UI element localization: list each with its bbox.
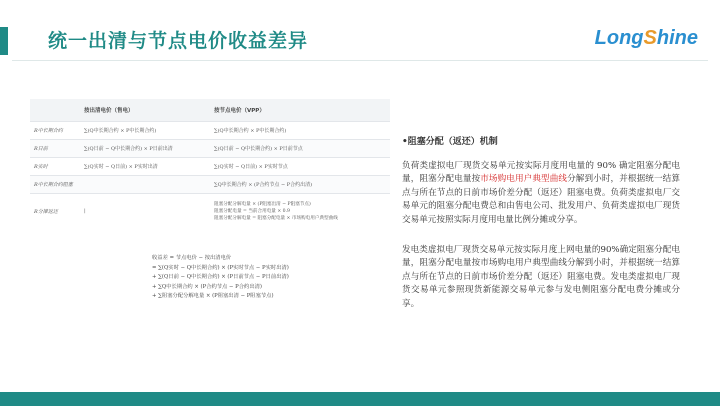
table-cell: ∑(Q中长期合约 × P中长期合约) bbox=[80, 122, 210, 140]
formula-line: + ∑Q中长期合约 × (P合约节点 − P合约出清) bbox=[152, 283, 262, 290]
paragraph-text: 负荷类虚拟电厂现货交易单元按实际月度用电量的 90% 确定阻塞分配电量，阻塞分配电量按 bbox=[402, 160, 680, 185]
formula-line: 收益差 = 节点电价 − 按出清电价 bbox=[152, 255, 232, 261]
table-header-cell bbox=[30, 99, 80, 122]
longshine-logo bbox=[595, 27, 698, 50]
table-header-cell: 按节点电价（VPP） bbox=[210, 99, 390, 122]
table-cell: ∑(Q中长期合约 × P中长期合约) bbox=[210, 122, 390, 140]
section-heading: •阻塞分配（返还）机制 bbox=[402, 137, 498, 147]
row-label: R分摊返还 bbox=[30, 194, 80, 229]
formula-line: + ∑阻塞分配分解电量 × (P阻塞出清 − P阻塞节点) bbox=[152, 293, 274, 300]
row-label: R日前 bbox=[30, 140, 80, 158]
row-label: R中长期合约 bbox=[30, 122, 80, 140]
logo-part-long: Long bbox=[594, 27, 644, 49]
highlighted-term: 市场购电用户典型曲线 bbox=[480, 174, 568, 185]
title-accent-bar bbox=[0, 27, 8, 55]
paragraph-text: 分解到小时，并根据统一结算点与所在节点的日前市场价差分配（返还）阻塞电费。负荷类虚拟电厂交易单元的阻塞分配电费总和由售电公司、批发用户、负荷类虚拟电厂现货交易单元按照实际月度用电量比例分摊或分享。 bbox=[402, 174, 680, 225]
logo-part-hine: hine bbox=[656, 27, 698, 49]
formula-line: + ∑(Q日前 − Q中长期合约) × (P日前节点 − P日前出清) bbox=[152, 274, 289, 281]
cell-line: 阻塞分配电量 = 当前合用电量 × 0.9 bbox=[214, 208, 290, 214]
table-header-row bbox=[30, 99, 390, 122]
table-cell: | bbox=[80, 194, 210, 229]
formula-line: = ∑(Q实时 − Q中长期合约) × (P实时节点 − P实时出清) bbox=[152, 264, 289, 271]
table-row bbox=[30, 176, 390, 194]
table-cell-multiline bbox=[210, 194, 390, 229]
table-header-cell: 按出清电价（售电） bbox=[80, 99, 210, 122]
header-divider bbox=[12, 60, 708, 61]
paragraph-load-vpp bbox=[402, 160, 680, 228]
table-cell: ∑(Q实时 − Q日前) × P实时出清 bbox=[80, 158, 210, 176]
logo-part-s: S bbox=[643, 27, 657, 49]
revenue-difference-formula bbox=[152, 254, 289, 302]
row-label: R中长期合约阻塞 bbox=[30, 176, 80, 194]
paragraph-generation-vpp: 发电类虚拟电厂现货交易单元按实际月度上网电量的90%确定阻塞分配电量，阻塞分配电量按市场购电用户典型曲线分解到小时，并根据统一结算点与所在节点的日前市场价差分配（返还）阻塞电费。发电类虚拟电厂现货交易单元参照现货新能源交易单元参与发电侧阻塞分配电费分摊或分享。 bbox=[402, 244, 680, 309]
page-title: 统一出清与节点电价收益差异 bbox=[48, 30, 309, 52]
table-row bbox=[30, 140, 390, 158]
footer-bar bbox=[0, 392, 720, 406]
table-row bbox=[30, 158, 390, 176]
revenue-comparison-table bbox=[30, 99, 390, 228]
table-cell bbox=[80, 176, 210, 194]
cell-line: 阻塞分配分解电量 × (P阻塞出清 − P阻塞节点) bbox=[214, 201, 311, 207]
table-cell: ∑(Q日前 − Q中长期合约) × P日前节点 bbox=[210, 140, 390, 158]
table-cell: ∑(Q日前 − Q中长期合约) × P日前出清 bbox=[80, 140, 210, 158]
table-row bbox=[30, 194, 390, 229]
table-row bbox=[30, 122, 390, 140]
cell-line: 阻塞分配分解电量 = 阻塞分配电量 × 市场购电用户典型曲线 bbox=[214, 215, 338, 221]
table-cell: ∑(Q实时 − Q日前) × P实时节点 bbox=[210, 158, 390, 176]
congestion-mechanism-text bbox=[402, 136, 680, 328]
row-label: R实时 bbox=[30, 158, 80, 176]
table-cell: ∑Q中长期合约 × (P合约节点 − P合约出清) bbox=[210, 176, 390, 194]
